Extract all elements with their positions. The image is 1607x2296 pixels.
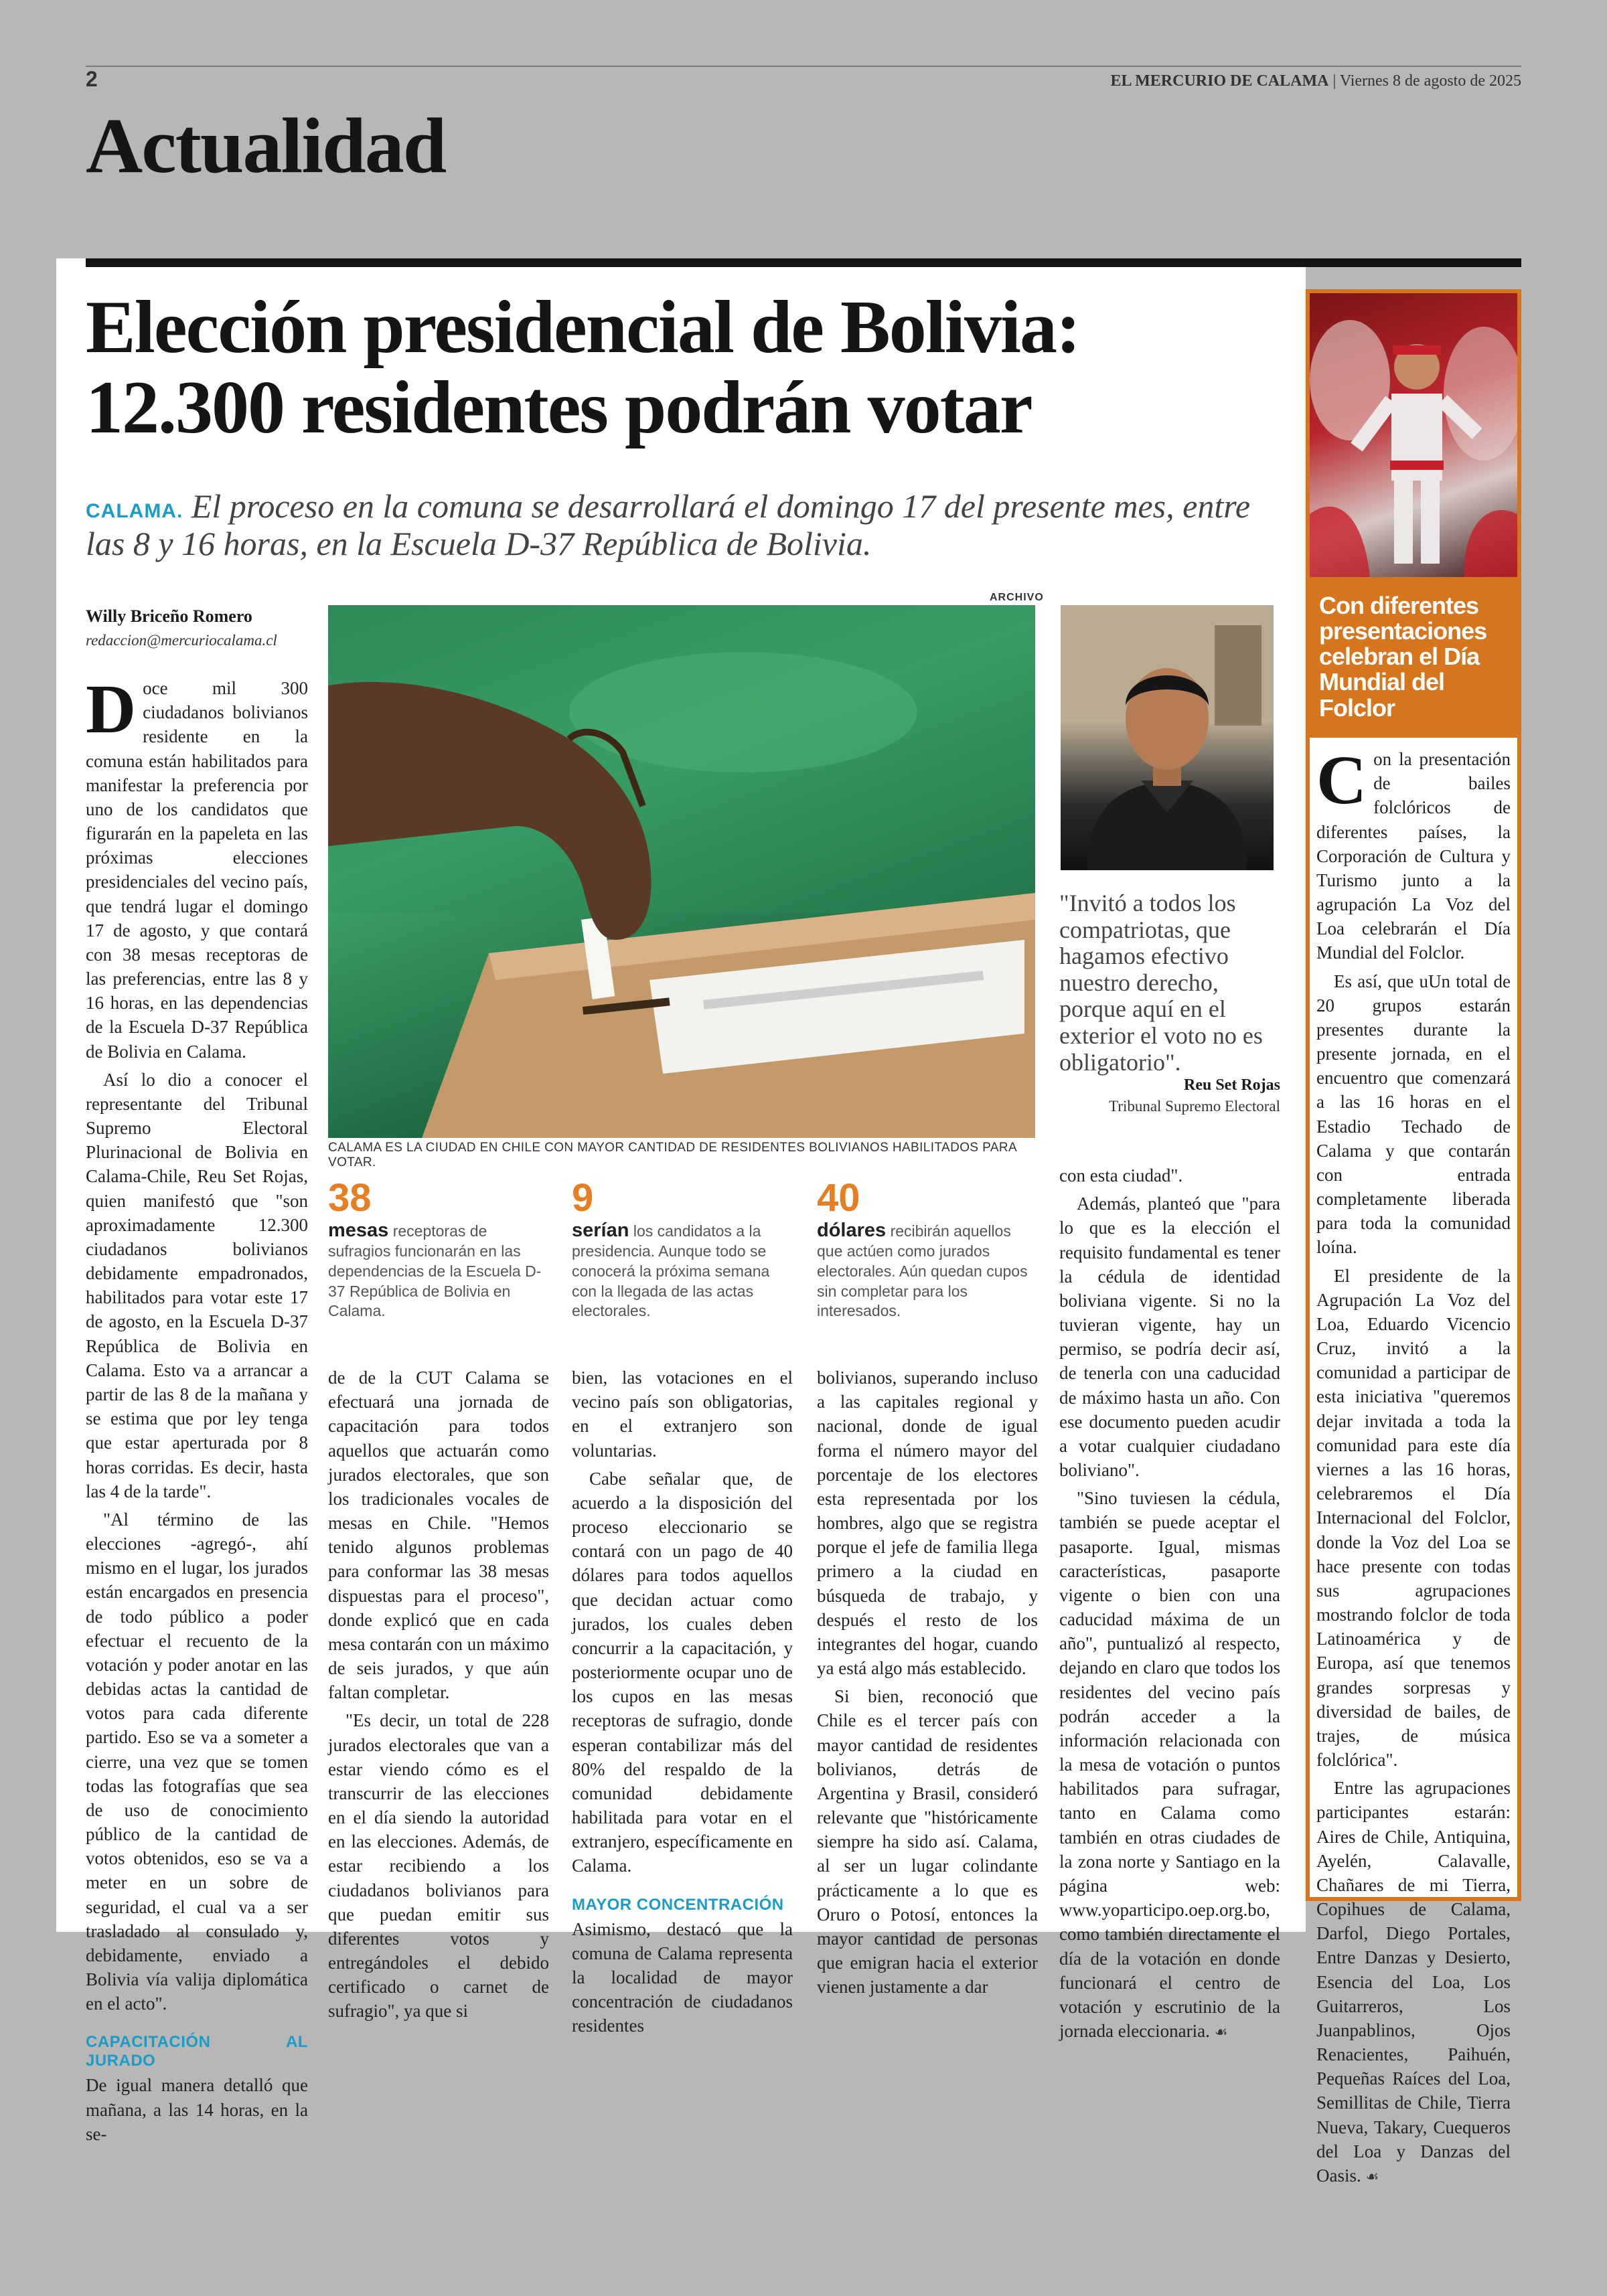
column-5 [1059,1163,1280,2047]
col1-paragraph-1: oce mil 300 ciudadanos bolivianos residente en la comuna están habilitados para manifestar la preferencia por uno de los candidatos que figurarán en la papeleta en las próximas elecciones presidenciales del vecino país, que tendrá lugar el domingo 17 de agosto, y que contará con 38 mesas receptoras de las preferencias, entre las 8 y 16 horas, en las dependencias de la Escuela D-37 República de Bolivia en Calama. [86,678,308,1062]
col1-paragraph-2: Así lo dio a conocer el representante del Tribunal Supremo Electoral Plurinacional de Bolivia en Calama-Chile, Reu Set Rojas, quien manifestó que "son aproximadamente 12.300 ciudadanos bolivianos debidamente empadronados, habilitados para votar este 17 de agosto, en la Escuela D-37 República de Bolivia en Calama. Esto va a arrancar a partir de las 8 de la mañana y se estima que por ley tenga que estar aperturada por 8 horas corridas. Es decir, hasta las 4 de la tarde". [86,1069,308,1501]
col3-paragraph-3: Asimismo, destacó que la comuna de Calama representa la localidad de mayor concentración de ciudadanos residentes [572,1918,793,2036]
stat-3-keyword: dólares [817,1219,887,1241]
issue-date: Viernes 8 de agosto de 2025 [1339,72,1521,90]
page-number: 2 [86,67,98,91]
sidebar-paragraph-1: on la presentación de bailes folclóricos de diferentes países, la Corporación de Cultura y Turismo junto a la agrupación La Voz del Loa celebrarán el Día Mundial del Folclor. [1316,749,1511,963]
sidebar-paragraph-3: El presidente de la Agrupación La Voz del Loa, Eduardo Vicencio Cruz, invitó a la comunidad a participar de esta iniciativa "queremos dejar invitada a toda la comunidad para este día viernes a las 16 horas, celebraremos el Día Internacional del Folclor, donde la Voz del Loa se hace presente con todas sus agrupaciones mostrando folclor de toda Latinoamérica y de Europa, así que tenemos grandes sorpresas y diversidad de bailes, de trajes, de música folclórica". [1316,1265,1511,1771]
folk-dancer-photo [1310,293,1517,577]
column-2 [328,1366,549,2028]
subhead-capacitacion: CAPACITACIÓN AL JURADO [86,2033,308,2070]
ballot-box-photo [328,605,1035,1138]
sidebar-paragraph-2: Es así, que uUn total de 20 grupos estarán presentes durante la presente jornada, en el encuentro que comenzará a las 16 horas en el Estadio Techado de Calama y que contarán con entrada completamente liberada para toda la comunidad loína. [1316,971,1511,1258]
col4-paragraph-1: bolivianos, superando incluso a las capitales regional y nacional, donde de igual forma el número mayor del porcentaje de los electores esta representada por los hombres, algo que se registra porque el jefe de familia llega primero a la ciudad en búsqueda de trabajo, y después el resto de los integrantes del hogar, cuando ya está algo más establecido. [817,1368,1038,1679]
headline-line-1: Elección presidencial de Bolivia: [86,286,1080,369]
ballot-illustration [328,605,1035,1138]
article-lede [86,487,1291,562]
quote-attribution-role: Tribunal Supremo Electoral [1109,1098,1280,1115]
masthead: EL MERCURIO DE CALAMA | Viernes 8 de agosto de 2025 [1110,72,1521,90]
stat-1-keyword: mesas [328,1219,389,1241]
reu-set-rojas-portrait [1061,605,1274,870]
col5-paragraph-1: con esta ciudad". [1059,1165,1183,1185]
section-rule [86,258,1521,267]
column-4 [817,1366,1038,2003]
quote-attribution-name: Reu Set Rojas [1184,1076,1280,1094]
sidebar-paragraph-4 [1316,1776,1511,2188]
stat-box-candidatos [572,1177,793,1321]
stat-1-number: 38 [328,1176,372,1220]
end-mark-icon: ☙ [1214,2024,1228,2042]
lede-text: El proceso en la comuna se desarrollará el domingo 17 del presente mes, entre las 8 y 16 horas, en la Escuela D-37 República de Bolivia. [86,487,1251,562]
stat-2-keyword: serían [572,1219,629,1241]
stat-3-number: 40 [817,1176,860,1220]
sidebar-paragraph-4-text: Entre las agrupaciones participantes estarán: Aires de Chile, Antiquina, Ayelén, Calavalle, Chañares de mi Tierra, Copihues de Calama, Darfol, Diego Portales, Entre Danzas y Desierto, Esencia del Loa, Los Guitarreros, Los Juanpablinos, Ojos Renacientes, Paihuén, Pequeñas Raíces del Loa, Semillitas de Chile, Tierra Nueva, Takary, Cuequeros del Loa y Danzas del Oasis. [1316,1778,1511,2186]
stat-2-number: 9 [572,1176,594,1220]
photo-caption: CALAMA ES LA CIUDAD EN CHILE CON MAYOR CANTIDAD DE RESIDENTES BOLIVIANOS HABILITADOS PARA VOTAR. [328,1141,1017,1169]
col1-paragraph-3: "Al término de las elecciones -agregó-, ahí mismo en el lugar, los jurados están encargados en presencia de todo público a poder efectuar el recuento de la votación y poder anotar en las debidas actas la cantidad de votos para cada diferente partido. Eso se va a someter a cierre, una vez que se tomen todas las fotografías que sea de uso de conocimiento público de la cantidad de votos obtenidos, eso se va a meter en un sobre de seguridad, el cual va a ser trasladado al consulado y, debidamente, enviado a Bolivia vía valija diplomática en el acto". [86,1509,308,2014]
col5-paragraph-2: Además, planteó que "para lo que es la elección el requisito fundamental es tener la cédula de identidad boliviana vigente. Si no la tuvieran vigente, hay un permiso, se podría decir así, de tenerla con una caducidad de máximo hasta un año. Con ese documento pueden acudir a votar cualquier ciudadano boliviano". [1059,1194,1280,1481]
sidebar-drop-cap: C [1316,742,1367,819]
pull-quote: "Invitó a todos los compatriotas, que hagamos efectivo nuestro derecho, porque aquí en el exterior el voto no es obligatorio". [1059,890,1263,1076]
col2-paragraph-1: de de la CUT Calama se efectuará una jornada de capacitación para todos aquellos que actuarán como jurados electorales, que son los tradicionales vocales de mesas en Chile. "Hemos tenido algunos problemas para conformar las 38 mesas dispuestas para el proceso", donde explicó que en cada mesa contarán con un máximo de seis jurados, y que aún faltan completar. [328,1368,549,1703]
author-email: redaccion@mercuriocalama.cl [86,632,277,649]
author-name: Willy Briceño Romero [86,606,252,626]
column-1 [86,671,308,2150]
sidebar-body [1316,742,1511,2192]
newspaper-name: EL MERCURIO DE CALAMA [1110,72,1329,90]
col1-paragraph-4: De igual manera detalló que mañana, a las 14 horas, en la se- [86,2075,308,2144]
section-title: Actualidad [86,102,446,189]
stat-1-text: receptoras de sufragios funcionarán en las dependencias de la Escuela D-37 República de Bolivia en Calama. [328,1222,542,1320]
stat-box-mesas [328,1177,549,1321]
column-3 [572,1366,793,2042]
sidebar-title: Con diferentes presentaciones celebran el Día Mundial del Folclor [1310,577,1517,738]
top-divider [86,66,1521,67]
col5-paragraph-3-text: "Sino tuviesen la cédula, también se puede aceptar el pasaporte. Igual, mismas características, pasaporte vigente o bien con una caducidad máxima de un año", puntualizó al respecto, dejando en claro que todos los residentes del vecino país podrán acceder a la información relacionada con la mesa de votación o puntos habilitados para sufragar, tanto en Calama como también en otras ciudades de la zona norte y Santiago en la página web: www.yoparticipo.oep.org.bo, como también directamente el día de la votación en donde funcionará el centro de votación y escrutinio de la jornada eleccionaria. [1059,1488,1280,2042]
stat-2-text: los candidatos a la presidencia. Aunque todo se conocerá la próxima semana con la llegada de las actas electorales. [572,1222,770,1320]
portrait-illustration [1061,605,1274,870]
col5-paragraph-3 [1059,1486,1280,2043]
col2-paragraph-2: "Es decir, un total de 228 jurados electorales que van a estar viendo cómo es el transcurrir de las elecciones en el día siendo la autoridad en las elecciones. Además, de estar recibiendo a los ciudadanos bolivianos para que puedan emitir sus diferentes votos y entregándoles el debido certificado o carnet de sufragio", ya que si [328,1710,549,2022]
photo-credit: ARCHIVO [990,592,1044,603]
drop-cap: D [86,671,137,748]
stat-box-dolares [817,1177,1038,1321]
col3-paragraph-2: Cabe señalar que, de acuerdo a la disposición del proceso eleccionario se contará con un pago de 40 dólares para todos aquellos que decidan actuar como jurados, los cuales deben concurrir a la capacitación, y posteriormente ocupar uno de los cupos en las mesas receptoras de sufragio, donde esperan contabilizar más del 80% del respaldo de la comunidad debidamente habilitada para votar en el extranjero, específicamente en Calama. [572,1468,793,1876]
headline-line-2: 12.300 residentes podrán votar [86,365,1032,449]
article-headline [86,288,1304,448]
col4-paragraph-2: Si bien, reconoció que Chile es el tercer país con mayor cantidad de residentes bolivianos, detrás de Argentina y Brasil, consideró relevante que "históricamente siempre ha sido así. Calama, al ser un lugar colindante prácticamente a lo que es Oruro o Potosí, entonces la mayor cantidad de personas que emigran hacia el exterior vienen justamente a dar [817,1686,1038,1997]
dancer-illustration [1310,293,1517,577]
col3-paragraph-1: bien, las votaciones en el vecino país son obligatorias, en el extranjero son voluntarias. [572,1368,793,1461]
lede-place: CALAMA. [86,500,183,522]
stat-3-text: recibirán aquellos que actúen como jurados electorales. Aún quedan cupos sin completar para los interesados. [817,1222,1028,1320]
sidebar-end-mark-icon: ☙ [1365,2168,1379,2186]
subhead-concentracion: MAYOR CONCENTRACIÓN [572,1895,784,1914]
